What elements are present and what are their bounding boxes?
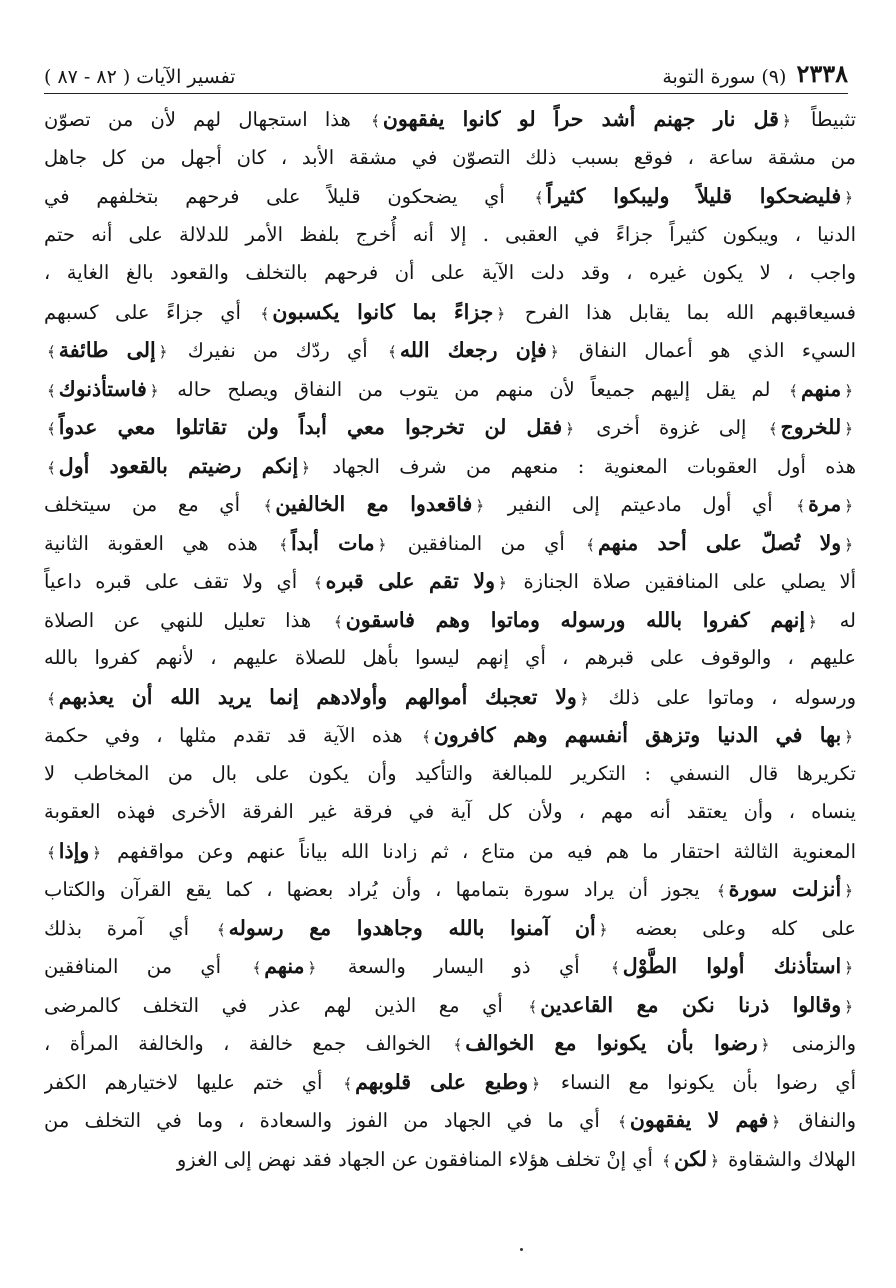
commentary-text: ألا يصلي على المنافقين صلاة الجنازة [509, 570, 856, 593]
text-line [44, 331, 856, 370]
quran-verse-text: مرة [808, 492, 842, 516]
quran-verse-text: فليضحكوا قليلاً وليبكوا كثيراً [546, 184, 842, 208]
quran-bracket-open: ﴿ [808, 612, 817, 631]
quran-verse-text: إلى طائفة [58, 338, 156, 362]
header-right-group [662, 59, 848, 88]
quran-bracket-close: ﴾ [662, 1151, 671, 1170]
commentary-text: أي إنْ تخلف هؤلاء المنافقون عن الجهاد فقد نهض إلى الغزو [176, 1147, 660, 1171]
quran-bracket-close: ﴾ [279, 535, 288, 554]
text-line [44, 562, 856, 601]
quran-bracket-close: ﴾ [716, 882, 726, 900]
quran-bracket-close: ﴾ [586, 535, 595, 554]
commentary-text: الهلاك والشقاوة [721, 1147, 856, 1171]
text-line [44, 100, 856, 139]
quran-bracket-open: ﴿ [844, 420, 853, 438]
text-line [44, 832, 856, 871]
page-body-text [44, 100, 856, 1178]
page-number: ٢٣٣٨ [796, 59, 848, 88]
commentary-text: هذه الآية قد تقدم مثلها ، وفي حكمة [44, 724, 419, 747]
footer-dot [520, 1248, 523, 1251]
commentary-text: تكريرها قال النسفي : التكرير للمبالغة والتأكيد وأن يكون على بال من المخاطب لا [44, 761, 856, 785]
quran-bracket-close: ﴾ [47, 689, 56, 708]
quran-verse-text: لكن [673, 1146, 708, 1171]
quran-verse-text: فهم لا يفقهون [629, 1108, 769, 1132]
quran-bracket-open: ﴿ [844, 959, 854, 977]
quran-bracket-close: ﴾ [618, 1113, 627, 1131]
quran-verse-text: للخروج [780, 415, 842, 439]
text-line [44, 1101, 856, 1140]
commentary-text: أي ختم عليها لاختيارهم الكفر [44, 1070, 341, 1094]
commentary-text: أي مع من سيتخلف [44, 493, 261, 516]
quran-bracket-open: ﴿ [844, 728, 853, 746]
text-line [44, 986, 856, 1025]
commentary-text: والنفاق [783, 1109, 856, 1132]
quran-verse-text: منهم [800, 376, 842, 401]
commentary-text: أي ما في الجهاد من الفوز والسعادة ، وما في التخلف من [44, 1109, 616, 1132]
quran-bracket-open: ﴿ [565, 420, 575, 438]
quran-bracket-open: ﴿ [781, 112, 791, 130]
commentary-text: أي جزاءً على كسبهم [44, 300, 258, 324]
commentary-text: على كله وعلى بعضه [610, 916, 856, 940]
commentary-text: يجوز أن يراد سورة بتمامها ، وأن يُراد بعضها ، كما يقع القرآن والكتاب [44, 878, 714, 901]
quran-bracket-open: ﴿ [844, 189, 853, 207]
quran-bracket-open: ﴿ [760, 1036, 770, 1054]
commentary-text: تثبيطاً [793, 108, 856, 131]
quran-verse-text: وإذا [58, 838, 90, 863]
quran-bracket-open: ﴿ [475, 497, 485, 515]
commentary-text: ينساه ، وأن يعتقد أنه مهم ، ولأن كل آية في فرقة غير الفرقة الأخرى فهذه العقوبة [44, 800, 856, 823]
commentary-text: أي مع الذين لهم عذر في التخلف كالمرضى [44, 993, 526, 1017]
quran-bracket-open: ﴿ [307, 959, 317, 977]
quran-verse-text: مات أبداً [290, 530, 375, 555]
commentary-text: أي من المنافقين [44, 955, 250, 978]
quran-verse-text: وطبع على قلوبهم [355, 1069, 529, 1094]
text-line [44, 1063, 856, 1102]
text-line [44, 870, 856, 909]
text-line [44, 139, 856, 178]
quran-bracket-open: ﴿ [844, 997, 854, 1016]
text-line [44, 1140, 856, 1179]
quran-bracket-close: ﴾ [252, 959, 262, 977]
text-line [44, 1024, 856, 1063]
text-line [44, 408, 856, 447]
quran-bracket-close: ﴾ [371, 112, 380, 130]
text-line [44, 716, 856, 755]
commentary-text: أي من المنافقين [389, 531, 584, 555]
text-line [44, 947, 856, 986]
quran-verse-text: أنزلت سورة [728, 877, 842, 901]
commentary-text: أي ذو اليسار والسعة [319, 955, 608, 978]
quran-verse-text: قل نار جهنم أشد حراً لو كانوا يفقهون [382, 107, 779, 131]
quran-verse-text: فاقعدوا مع الخالفين [275, 492, 473, 516]
quran-bracket-open: ﴿ [598, 920, 608, 939]
quran-bracket-open: ﴿ [710, 1151, 719, 1170]
quran-bracket-close: ﴾ [313, 574, 323, 592]
commentary-text: له [819, 608, 856, 632]
commentary-text: أي ردّك من نفيرك [170, 339, 386, 362]
quran-bracket-close: ﴾ [47, 343, 56, 361]
quran-verse-text: فقل لن تخرجوا معي أبداً ولن تقاتلوا معي عدواً [58, 415, 563, 439]
quran-bracket-close: ﴾ [263, 497, 273, 515]
quran-bracket-close: ﴾ [47, 458, 56, 477]
text-line [44, 216, 856, 255]
quran-bracket-open: ﴿ [579, 689, 589, 708]
quran-bracket-close: ﴾ [216, 920, 226, 939]
quran-bracket-close: ﴾ [333, 612, 343, 631]
header-divider [44, 93, 848, 94]
quran-bracket-open: ﴿ [92, 843, 102, 862]
commentary-text: هذه هي العقوبة الثانية [44, 531, 277, 555]
quran-bracket-close: ﴾ [796, 497, 806, 515]
quran-bracket-open: ﴿ [377, 535, 387, 554]
commentary-text: هذا استجهال لهم لأن من تصوّن [44, 108, 369, 131]
quran-bracket-close: ﴾ [343, 1074, 353, 1093]
text-line [44, 793, 856, 832]
quran-bracket-close: ﴾ [47, 381, 56, 400]
text-line [44, 909, 856, 948]
text-line [44, 177, 856, 216]
quran-verse-text: جزاءً بما كانوا يكسبون [272, 299, 494, 324]
commentary-text: إلى غزوة أخرى [577, 416, 766, 439]
quran-verse-text: ولا تُصلّ على أحد منهم [597, 530, 842, 555]
quran-bracket-open: ﴿ [531, 1074, 540, 1093]
quran-bracket-close: ﴾ [453, 1036, 463, 1054]
quran-bracket-open: ﴿ [496, 304, 506, 323]
quran-bracket-close: ﴾ [528, 997, 538, 1016]
quran-bracket-open: ﴿ [149, 381, 159, 400]
quran-verse-text: أن آمنوا بالله وجاهدوا مع رسوله [228, 915, 596, 940]
quran-bracket-open: ﴿ [301, 458, 310, 477]
commentary-text: هذا تعليل للنهي عن الصلاة [44, 608, 331, 632]
quran-verse-text: رضوا بأن يكونوا مع الخوالف [465, 1031, 758, 1055]
commentary-text: أي أول مادعيتم إلى النفير [487, 493, 794, 516]
quran-bracket-open: ﴿ [844, 882, 853, 900]
quran-bracket-close: ﴾ [47, 420, 56, 438]
quran-verse-text: وقالوا ذرنا نكن مع القاعدين [540, 992, 842, 1017]
quran-bracket-close: ﴾ [611, 959, 620, 977]
text-line [44, 447, 856, 486]
quran-bracket-close: ﴾ [388, 343, 397, 361]
text-line [44, 524, 856, 563]
quran-bracket-close: ﴾ [47, 843, 56, 862]
quran-bracket-close: ﴾ [789, 381, 798, 400]
quran-bracket-close: ﴾ [768, 420, 778, 438]
section-title: تفسير الآيات ( ٨٢ - ٨٧ ) [44, 66, 236, 88]
commentary-text: هذه أول العقوبات المعنوية : منعهم من شرف الجهاد [312, 454, 856, 478]
quran-verse-text: إنهم كفروا بالله ورسوله وماتوا وهم فاسقون [345, 607, 806, 632]
commentary-text: أي ولا تقف على قبره داعياً [44, 570, 311, 593]
commentary-text: الخوالف جمع خالفة ، والخالفة المرأة ، [44, 1032, 451, 1055]
quran-bracket-open: ﴿ [844, 381, 853, 400]
quran-verse-text: ولا تعجبك أموالهم وأولادهم إنما يريد الله أن يعذبهم [58, 684, 577, 709]
text-line [44, 639, 856, 678]
text-line [44, 601, 856, 640]
text-line [44, 254, 856, 293]
quran-bracket-open: ﴿ [771, 1113, 781, 1131]
commentary-text: فسيعاقبهم الله بما يقابل هذا الفرح [508, 300, 856, 324]
quran-verse-text: ولا تقم على قبره [325, 569, 495, 593]
commentary-text: الدنيا ، ويبكون كثيراً جزاءً في العقبى . إلا أنه أُخرج بلفظ الأمر للدلالة على أنه حتم [44, 222, 856, 246]
quran-bracket-open: ﴿ [844, 535, 853, 554]
quran-bracket-close: ﴾ [260, 304, 270, 323]
commentary-text: المعنوية الثالثة احتقار ما هم فيه من متاع ، ثم زادنا الله بياناً عنهم وعن مواقفهم [104, 839, 856, 863]
quran-bracket-open: ﴿ [844, 497, 853, 515]
text-line [44, 678, 856, 717]
text-line [44, 485, 856, 524]
text-line [44, 370, 856, 409]
quran-verse-text: إنكم رضيتم بالقعود أول [58, 453, 299, 478]
commentary-text: من مشقة ساعة ، فوقع بسبب ذلك التصوّن في مشقة الأبد ، كان أجهل من كل جاهل [44, 145, 856, 169]
quran-verse-text: منهم [264, 954, 305, 978]
surah-reference: (٩) سورة التوبة [662, 66, 787, 88]
commentary-text: واجب ، لا يكون غيره ، وقد دلت الآية على أن فرحهم بالتخلف والقعود بالغ الغاية ، [44, 261, 856, 284]
quran-bracket-close: ﴾ [534, 189, 544, 207]
quran-bracket-open: ﴿ [549, 343, 559, 361]
commentary-text: عليهم ، والوقوف على قبرهم ، أي إنهم ليسوا بأهل للصلاة عليهم ، لأنهم كفروا بالله [44, 646, 856, 669]
text-line [44, 293, 856, 332]
quran-verse-text: فإن رجعك الله [399, 338, 547, 362]
commentary-text: لم يقل إليهم جميعاً لأن منهم من يتوب من النفاق ويصلح حاله [161, 377, 787, 401]
quran-verse-text: فاستأذنوك [58, 376, 147, 401]
quran-bracket-open: ﴿ [158, 343, 168, 361]
commentary-text: أي آمرة بذلك [44, 916, 214, 940]
commentary-text: والزمنى [772, 1032, 856, 1055]
text-line [44, 755, 856, 794]
commentary-text: أي رضوا بأن يكونوا مع النساء [543, 1070, 856, 1094]
page-header [44, 52, 848, 88]
commentary-text: السيء الذي هو أعمال النفاق [561, 339, 856, 362]
quran-bracket-close: ﴾ [421, 728, 431, 746]
quran-bracket-open: ﴿ [497, 574, 507, 592]
commentary-text: ورسوله ، وماتوا على ذلك [591, 685, 856, 709]
quran-verse-text: استأذنك أولوا الطَّوْل [622, 954, 842, 978]
quran-verse-text: بها في الدنيا وتزهق أنفسهم وهم كافرون [433, 723, 842, 747]
commentary-text: أي يضحكون قليلاً على فرحهم بتخلفهم في [44, 185, 532, 208]
